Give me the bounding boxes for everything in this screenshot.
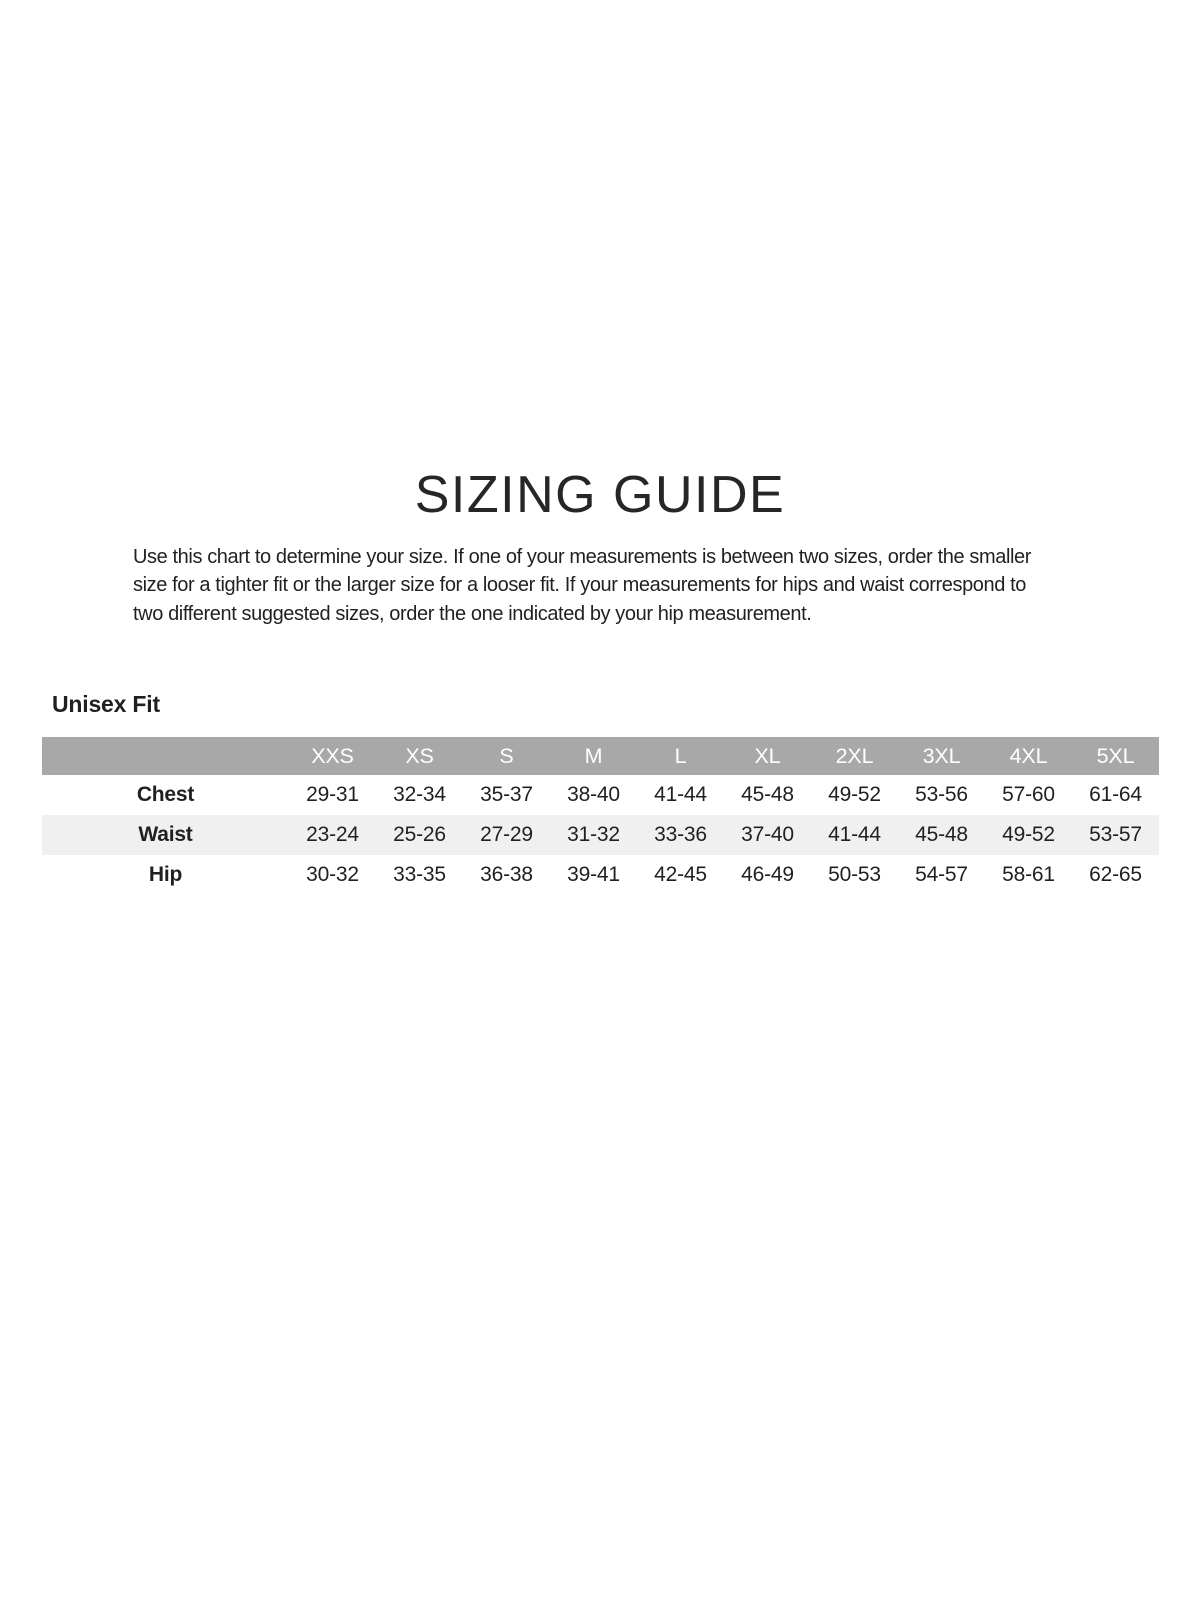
- row-label-hip: Hip: [148, 863, 183, 887]
- table-row-chest: [42, 775, 1159, 815]
- table-row-hip: [42, 855, 1159, 895]
- waist-value: 41-44: [828, 823, 881, 847]
- intro-line: two different suggested sizes, order the one indicated by your hip measurement.: [133, 602, 812, 625]
- chest-value: 29-31: [306, 783, 359, 807]
- waist-value: 37-40: [741, 823, 794, 847]
- size-table: [42, 737, 1159, 895]
- row-label-waist: Waist: [138, 823, 193, 847]
- chest-value: 57-60: [1002, 783, 1055, 807]
- hip-value: 30-32: [306, 863, 359, 887]
- waist-value: 25-26: [393, 823, 446, 847]
- chest-value: 41-44: [654, 783, 707, 807]
- table-row-waist: [42, 815, 1159, 855]
- size-column-header-xl: XL: [754, 743, 781, 768]
- hip-value: 58-61: [1002, 863, 1055, 887]
- hip-value: 42-45: [654, 863, 707, 887]
- waist-value: 45-48: [915, 823, 968, 847]
- hip-value: 54-57: [915, 863, 968, 887]
- hip-value: 36-38: [480, 863, 533, 887]
- hip-value: 50-53: [828, 863, 881, 887]
- waist-value: 31-32: [567, 823, 620, 847]
- intro-line: size for a tighter fit or the larger size for a looser fit. If your measurements for hips and waist correspond to: [133, 574, 1026, 597]
- chest-value: 35-37: [480, 783, 533, 807]
- waist-value: 33-36: [654, 823, 707, 847]
- chest-value: 32-34: [393, 783, 446, 807]
- intro-paragraph: [133, 543, 1200, 629]
- size-column-header-xxs: XXS: [311, 743, 354, 768]
- chest-value: 38-40: [567, 783, 620, 807]
- chest-value: 49-52: [828, 783, 881, 807]
- size-column-header-5xl: 5XL: [1096, 743, 1135, 768]
- size-column-header-m: M: [584, 743, 603, 768]
- size-column-header-xs: XS: [405, 743, 434, 768]
- size-column-header-l: L: [674, 743, 687, 768]
- size-column-header-s: S: [499, 743, 514, 768]
- chest-value: 61-64: [1089, 783, 1142, 807]
- page-title: SIZING GUIDE: [414, 466, 786, 524]
- size-column-header-3xl: 3XL: [922, 743, 961, 768]
- size-table-header-row: [42, 737, 1159, 775]
- chest-value: 53-56: [915, 783, 968, 807]
- size-column-header-4xl: 4XL: [1009, 743, 1048, 768]
- hip-value: 46-49: [741, 863, 794, 887]
- hip-value: 33-35: [393, 863, 446, 887]
- waist-value: 27-29: [480, 823, 533, 847]
- waist-value: 53-57: [1089, 823, 1142, 847]
- size-column-header-2xl: 2XL: [835, 743, 874, 768]
- waist-value: 23-24: [306, 823, 359, 847]
- intro-line: Use this chart to determine your size. If one of your measurements is between two sizes, order the smaller: [133, 545, 1032, 568]
- waist-value: 49-52: [1002, 823, 1055, 847]
- hip-value: 62-65: [1089, 863, 1142, 887]
- chest-value: 45-48: [741, 783, 794, 807]
- hip-value: 39-41: [567, 863, 620, 887]
- section-heading-unisex-fit: Unisex Fit: [52, 691, 160, 718]
- row-label-chest: Chest: [136, 783, 195, 807]
